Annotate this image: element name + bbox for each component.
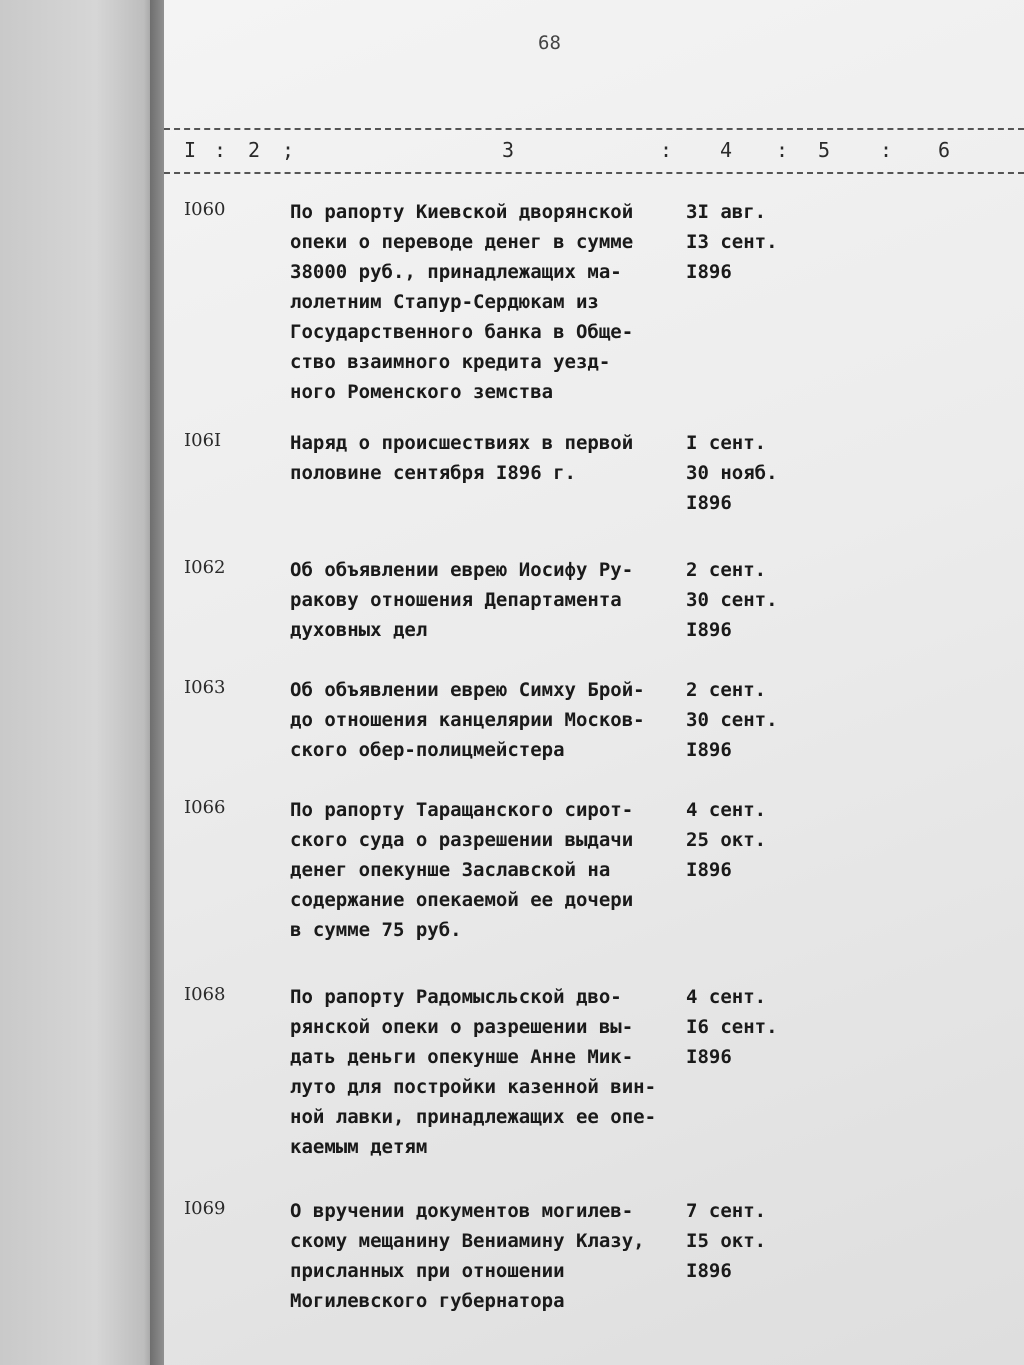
entry-description bbox=[290, 428, 680, 488]
entry-dates bbox=[686, 795, 766, 885]
end-date: I6 сент. bbox=[686, 1016, 778, 1038]
description-line: до отношения канцелярии Москов- bbox=[290, 709, 645, 731]
start-date: 4 сент. bbox=[686, 799, 767, 821]
entry-number: I066 bbox=[184, 797, 226, 818]
entry-description bbox=[290, 982, 680, 1162]
description-line: По рапорту Киевской дворянской bbox=[290, 201, 634, 223]
description-line: О вручении документов могилев- bbox=[290, 1200, 634, 1222]
year: I896 bbox=[686, 1260, 732, 1282]
header-rule-top bbox=[164, 128, 1024, 130]
description-line: в сумме 75 руб. bbox=[290, 919, 462, 941]
description-line: скому мещанину Вениамину Клазу, bbox=[290, 1230, 645, 1252]
description-line: половине сентября I896 г. bbox=[290, 462, 576, 484]
year: I896 bbox=[686, 492, 732, 514]
description-line: ского обер-полицмейстера bbox=[290, 739, 565, 761]
start-date: 7 сент. bbox=[686, 1200, 767, 1222]
entry-number: I060 bbox=[184, 199, 226, 220]
end-date: I3 сент. bbox=[686, 231, 778, 253]
description-line: лолетним Стапур-Сердюкам из bbox=[290, 291, 599, 313]
start-date: 2 сент. bbox=[686, 559, 767, 581]
description-line: Государственного банка в Обще- bbox=[290, 321, 634, 343]
description-line: ского суда о разрешении выдачи bbox=[290, 829, 634, 851]
description-line: Об объявлении еврею Симху Брой- bbox=[290, 679, 645, 701]
entry-number: I06I bbox=[184, 430, 222, 451]
description-line: присланных при отношении Могилевского губернатора bbox=[290, 1260, 565, 1312]
end-date: I5 окт. bbox=[686, 1230, 767, 1252]
end-date: 25 окт. bbox=[686, 829, 767, 851]
year: I896 bbox=[686, 859, 732, 881]
entry-dates bbox=[686, 555, 778, 645]
column-header-3: 3 bbox=[502, 138, 515, 162]
start-date: 2 сент. bbox=[686, 679, 767, 701]
entry-number: I069 bbox=[184, 1198, 226, 1219]
start-date: I сент. bbox=[686, 432, 767, 454]
column-separator: : bbox=[776, 138, 789, 162]
entry-dates bbox=[686, 1196, 766, 1286]
entry-description bbox=[290, 197, 680, 407]
description-line: По рапорту Радомысльской дво- bbox=[290, 986, 622, 1008]
column-separator: : bbox=[214, 138, 227, 162]
description-line: ного Роменского земства bbox=[290, 381, 554, 403]
description-line: содержание опекаемой ее дочери bbox=[290, 889, 634, 911]
start-date: 3I авг. bbox=[686, 201, 767, 223]
description-line: каемым детям bbox=[290, 1136, 428, 1158]
left-page-edge bbox=[0, 0, 160, 1365]
document-page bbox=[164, 0, 1024, 1365]
header-rule-bottom bbox=[164, 172, 1024, 174]
end-date: 30 сент. bbox=[686, 589, 778, 611]
description-line: Об объявлении еврею Иосифу Ру- bbox=[290, 559, 634, 581]
entry-dates bbox=[686, 428, 778, 518]
year: I896 bbox=[686, 261, 732, 283]
description-line: По рапорту Таращанского сирот- bbox=[290, 799, 634, 821]
entry-description bbox=[290, 795, 680, 945]
column-header-1: I bbox=[184, 138, 197, 162]
description-line: Наряд о происшествиях в первой bbox=[290, 432, 634, 454]
description-line: рянской опеки о разрешении вы- bbox=[290, 1016, 634, 1038]
entry-description bbox=[290, 1196, 680, 1316]
entry-number: I063 bbox=[184, 677, 226, 698]
page-number: 68 bbox=[538, 32, 561, 54]
description-line: ной лавки, принадлежащих ее опе- bbox=[290, 1106, 657, 1128]
column-separator: : bbox=[880, 138, 893, 162]
entry-dates bbox=[686, 675, 778, 765]
column-header-6: 6 bbox=[938, 138, 951, 162]
start-date: 4 сент. bbox=[686, 986, 767, 1008]
description-line: ство взаимного кредита уезд- bbox=[290, 351, 611, 373]
description-line: 38000 руб., принадлежащих ма- bbox=[290, 261, 622, 283]
entry-description bbox=[290, 675, 680, 765]
entry-description bbox=[290, 555, 680, 645]
column-separator: ; bbox=[282, 138, 295, 162]
description-line: ракову отношения Департамента bbox=[290, 589, 622, 611]
column-header-5: 5 bbox=[818, 138, 831, 162]
entry-dates bbox=[686, 982, 778, 1072]
year: I896 bbox=[686, 1046, 732, 1068]
column-header-2: 2 bbox=[248, 138, 261, 162]
column-header-4: 4 bbox=[720, 138, 733, 162]
entry-number: I062 bbox=[184, 557, 226, 578]
year: I896 bbox=[686, 619, 732, 641]
end-date: 30 сент. bbox=[686, 709, 778, 731]
description-line: луто для постройки казенной вин- bbox=[290, 1076, 657, 1098]
description-line: денег опекунше Заславской на bbox=[290, 859, 611, 881]
column-header-row bbox=[164, 138, 1024, 166]
year: I896 bbox=[686, 739, 732, 761]
entry-number: I068 bbox=[184, 984, 226, 1005]
entry-dates bbox=[686, 197, 778, 287]
description-line: опеки о переводе денег в сумме bbox=[290, 231, 634, 253]
end-date: 30 нояб. bbox=[686, 462, 778, 484]
column-separator: : bbox=[660, 138, 673, 162]
description-line: духовных дел bbox=[290, 619, 428, 641]
description-line: дать деньги опекунше Анне Мик- bbox=[290, 1046, 634, 1068]
